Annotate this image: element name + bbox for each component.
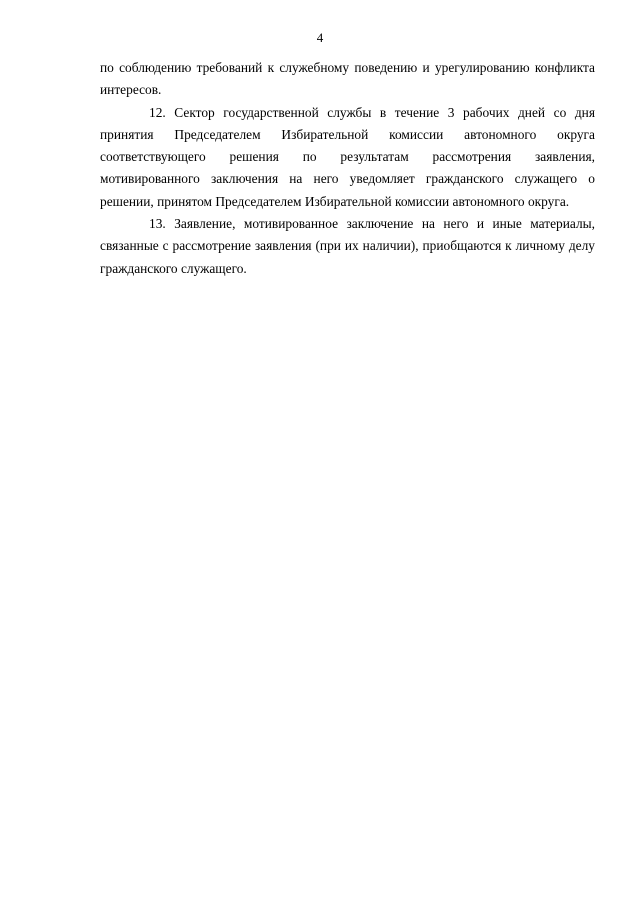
- paragraph-continuation: по соблюдению требований к служебному поведению и урегулированию конфликта интересов.: [100, 60, 595, 98]
- page-number: 4: [316, 30, 324, 45]
- document-body: [100, 57, 595, 280]
- paragraph-13: 13. Заявление, мотивированное заключение на него и иные материалы, связанные с рассмотрение заявления (при их наличии), приобщаются к личному делу гражданского служащего.: [100, 216, 595, 276]
- paragraph-12: 12. Сектор государственной службы в течение 3 рабочих дней со дня принятия Председателем Избирательной комиссии автономного округа соответствующего решения по результатам рассмотрения заявления, мотивированного заключения на него уведомляет гражданского служащего о решении, принятом Председателем Избирательной комиссии автономного округа.: [100, 104, 595, 209]
